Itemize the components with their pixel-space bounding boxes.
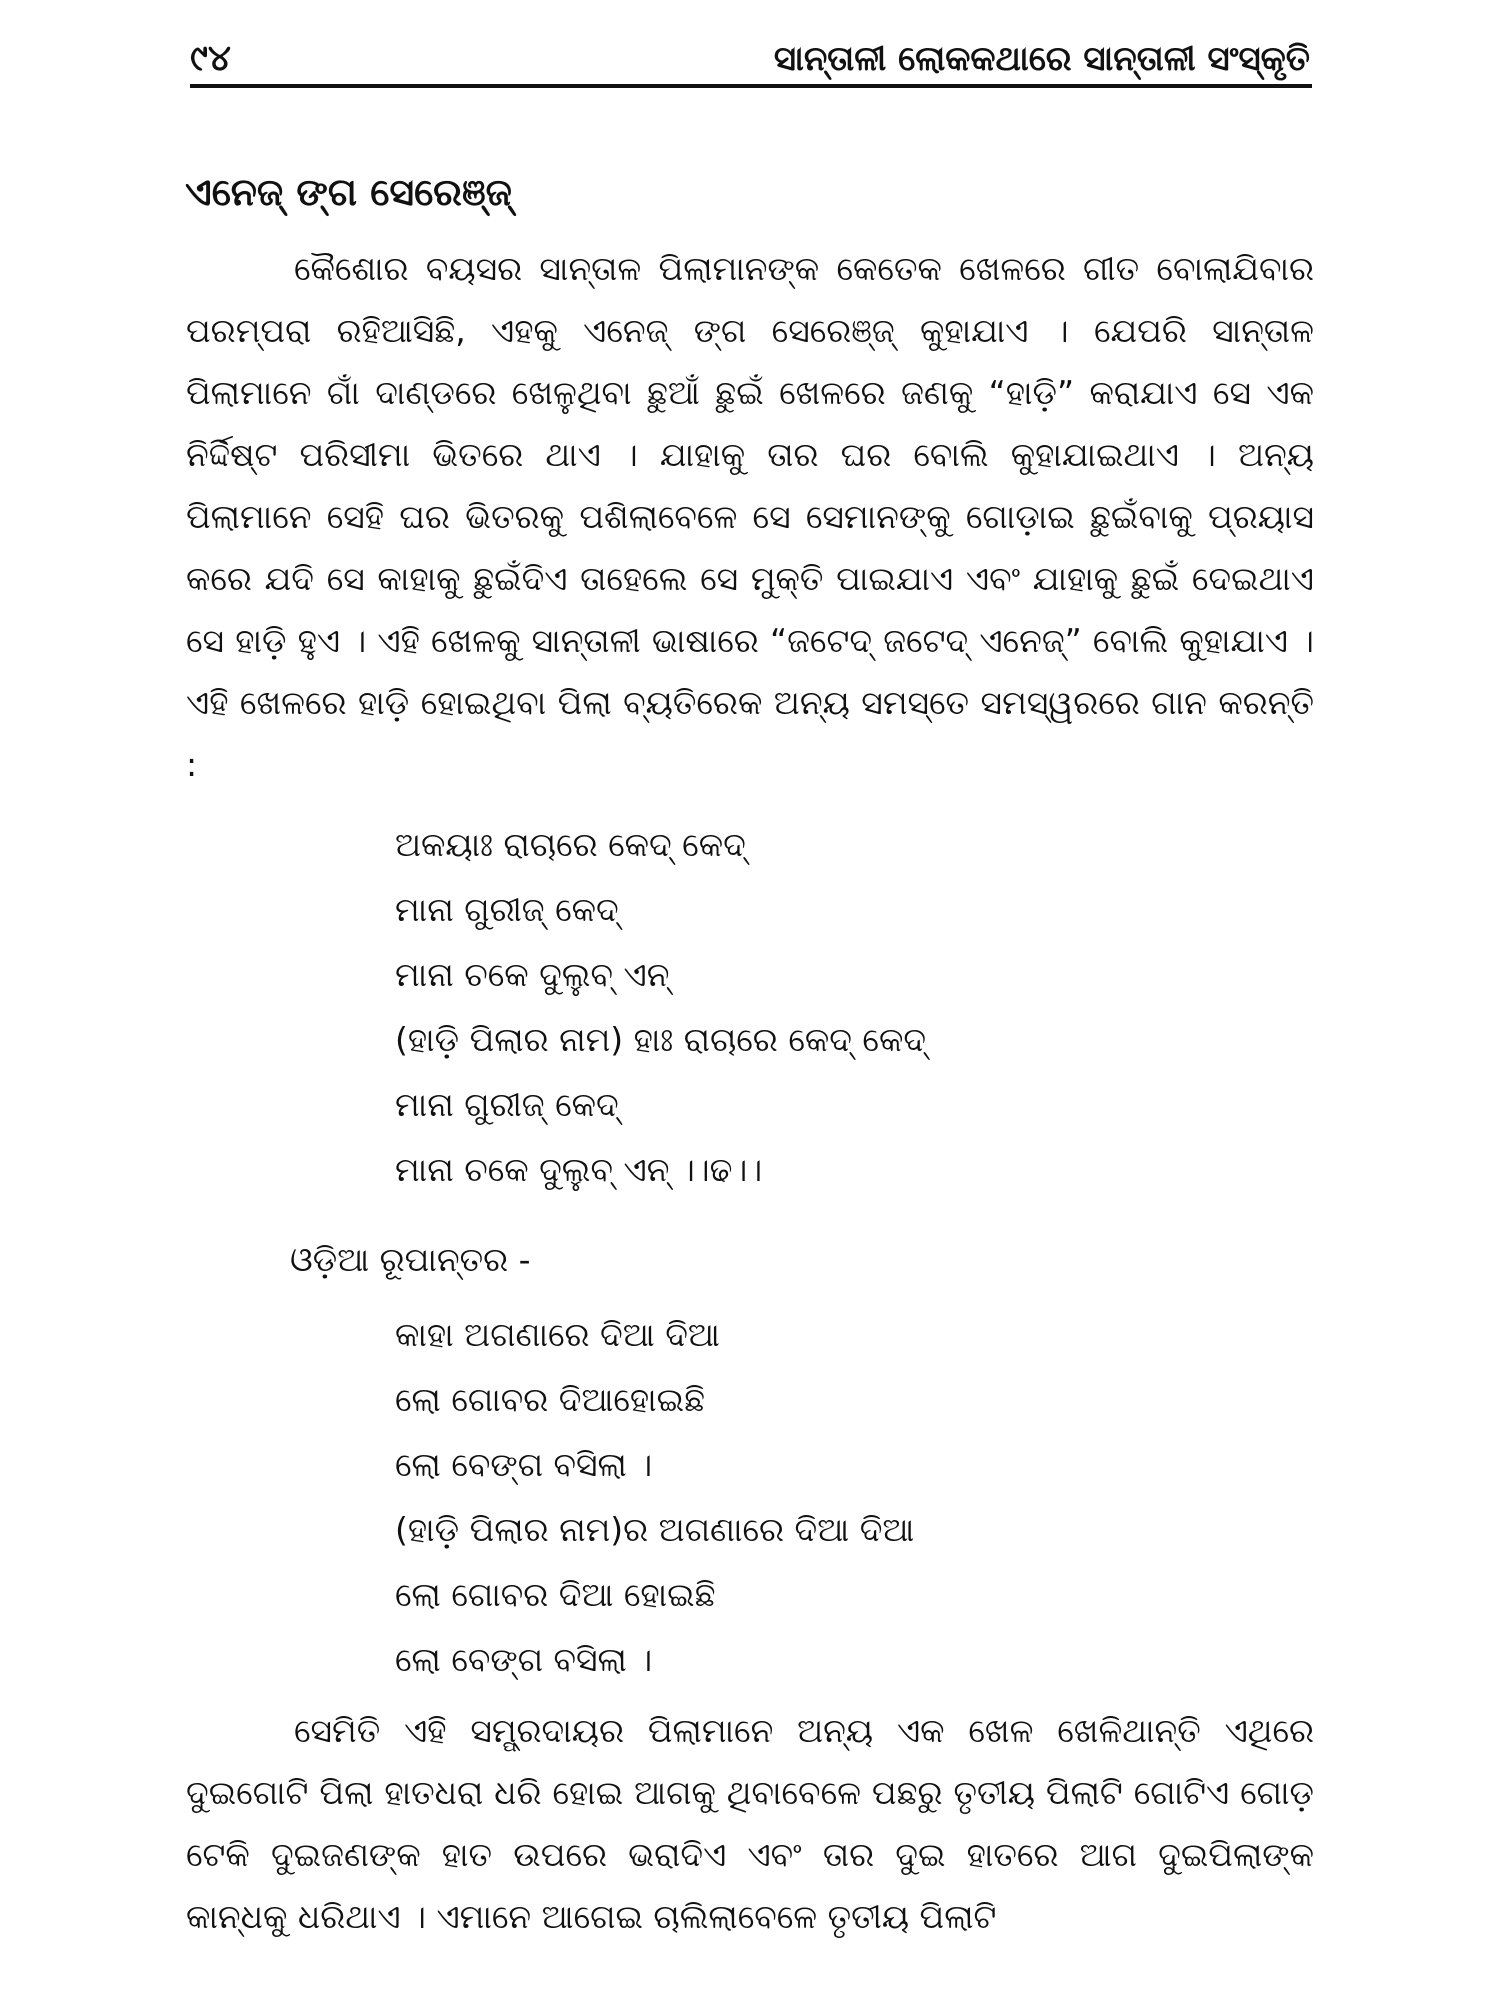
translation-line: ଲୋ ଗୋବର ଦିଆ ହୋଇଛି xyxy=(395,1575,716,1614)
song-verse xyxy=(395,812,926,1202)
translation-line: ଲୋ ଗୋବର ଦିଆହୋଇଛି xyxy=(395,1380,706,1419)
song-line: ମାନା ଗୁରୀଜ୍ କେଦ୍ xyxy=(395,1085,619,1124)
translation-line: (ହାଡ଼ି ପିଲାର ନାମ)ର ଅଗଣାରେ ଦିଆ ଦିଆ xyxy=(395,1510,915,1549)
song-line: ମାନା ଗୁରୀଜ୍ କେଦ୍ xyxy=(395,890,619,929)
translation-line: ଲୋ ବେଙ୍ଗ ବସିଲା । xyxy=(395,1640,653,1679)
song-line: (ହାଡ଼ି ପିଲାର ନାମ) ହାଃ ରାଚାରେ କେଦ୍ କେଦ୍ xyxy=(395,1020,927,1059)
running-title: ସାନ୍ତାଳୀ ଲୋକକଥାରେ ସାନ୍ତାଳୀ ସଂସ୍କୃତି xyxy=(773,39,1310,79)
song-line: ଅକୟାଃ ରାଚାରେ କେଦ୍ କେଦ୍ xyxy=(395,825,746,864)
page-number: ୯୪ xyxy=(190,38,231,79)
translation-verse xyxy=(395,1302,914,1692)
song-line: ମାନା ଚକେ ଦୁଲୁବ୍ ଏନ୍ ।।ଢ।। xyxy=(395,1150,763,1189)
translation-line: କାହା ଅଗଣାରେ ଦିଆ ଦିଆ xyxy=(395,1315,720,1354)
section-heading: ଏନେଜ୍ ଙ୍ଗ ସେରେଞ୍ଜ୍ xyxy=(185,170,512,214)
header-divider xyxy=(190,84,1312,88)
body-paragraph-2: ସେମିତି ଏହି ସମ୍ପ୍ରଦାୟର ପିଲାମାନେ ଅନ୍ୟ ଏକ ଖେଳ ଖେଳିଥାନ୍ତି ଏଥିରେ ଦୁଇଗୋଟି ପିଲା ହାତଧରା ଧରି ହୋଇ ଆଗକୁ ଥିବାବେଳେ ପଛରୁ ତୃତୀୟ ପିଲାଟି ଗୋଟିଏ ଗୋଡ଼ ଟେକି ଦୁଇଜଣଙ୍କ ହାତ ଉପରେ ଭରାଦିଏ ଏବଂ ତାର ଦୁଇ ହାତରେ ଆଗ ଦୁଇପିଲାଙ୍କ କାନ୍ଧକୁ ଧରିଥାଏ । ଏମାନେ ଆଗେଇ ଚାଲିଲାବେଳେ ତୃତୀୟ ପିଲାଟି xyxy=(186,1711,1314,1936)
song-line: ମାନା ଚକେ ଦୁଲୁବ୍ ଏନ୍ xyxy=(395,955,670,994)
body-paragraph-1: କୈଶୋର ବୟସର ସାନ୍ତାଳ ପିଲାମାନଙ୍କ କେତେକ ଖେଳରେ ଗୀତ ବୋଲାଯିବାର ପରମ୍ପରା ରହିଆସିଛି, ଏହକୁ ଏନେଜ୍ ଙ୍ଗ ସେରେଞ୍ଜ୍ କୁହାଯାଏ । ଯେପରି ସାନ୍ତାଳ ପିଲାମାନେ ଗାଁ ଦାଣ୍ଡରେ ଖେଳୁଥିବା ଛୁଆଁ ଛୁଇଁ ଖେଳରେ ଜଣକୁ “ହାଡ଼ି” କରାଯାଏ ସେ ଏକ ନିର୍ଦ୍ଦିଷ୍ଟ ପରିସୀମା ଭିତରେ ଥାଏ । ଯାହାକୁ ତାର ଘର ବୋଲି କୁହାଯାଇଥାଏ । ଅନ୍ୟ ପିଲାମାନେ ସେହି ଘର ଭିତରକୁ ପଶିଲାବେଳେ ସେ ସେମାନଙ୍କୁ ଗୋଡ଼ାଇ ଛୁଇଁବାକୁ ପ୍ରୟାସ କରେ ଯଦି ସେ କାହାକୁ ଛୁଇଁଦିଏ ତାହେଲେ ସେ ମୁକ୍ତି ପାଇଯାଏ ଏବଂ ଯାହାକୁ ଛୁଇଁ ଦେଇଥାଏ ସେ ହାଡ଼ି ହୁଏ । ଏହି ଖେଳକୁ ସାନ୍ତାଳୀ ଭାଷାରେ “ଜଟେଦ୍ ଜଟେଦ୍ ଏନେଜ୍” ବୋଲି କୁହାଯାଏ । ଏହି ଖେଳରେ ହାଡ଼ି ହୋଇଥିବା ପିଲା ବ୍ୟତିରେକ ଅନ୍ୟ ସମସ୍ତେ ସମସ୍ୱରରେ ଗାନ କରନ୍ତି : xyxy=(186,249,1314,784)
translation-line: ଲୋ ବେଙ୍ଗ ବସିଲା । xyxy=(395,1445,653,1484)
page-header xyxy=(190,30,1310,88)
translation-label: ଓଡ଼ିଆ ରୂପାନ୍ତର - xyxy=(290,1240,531,1279)
